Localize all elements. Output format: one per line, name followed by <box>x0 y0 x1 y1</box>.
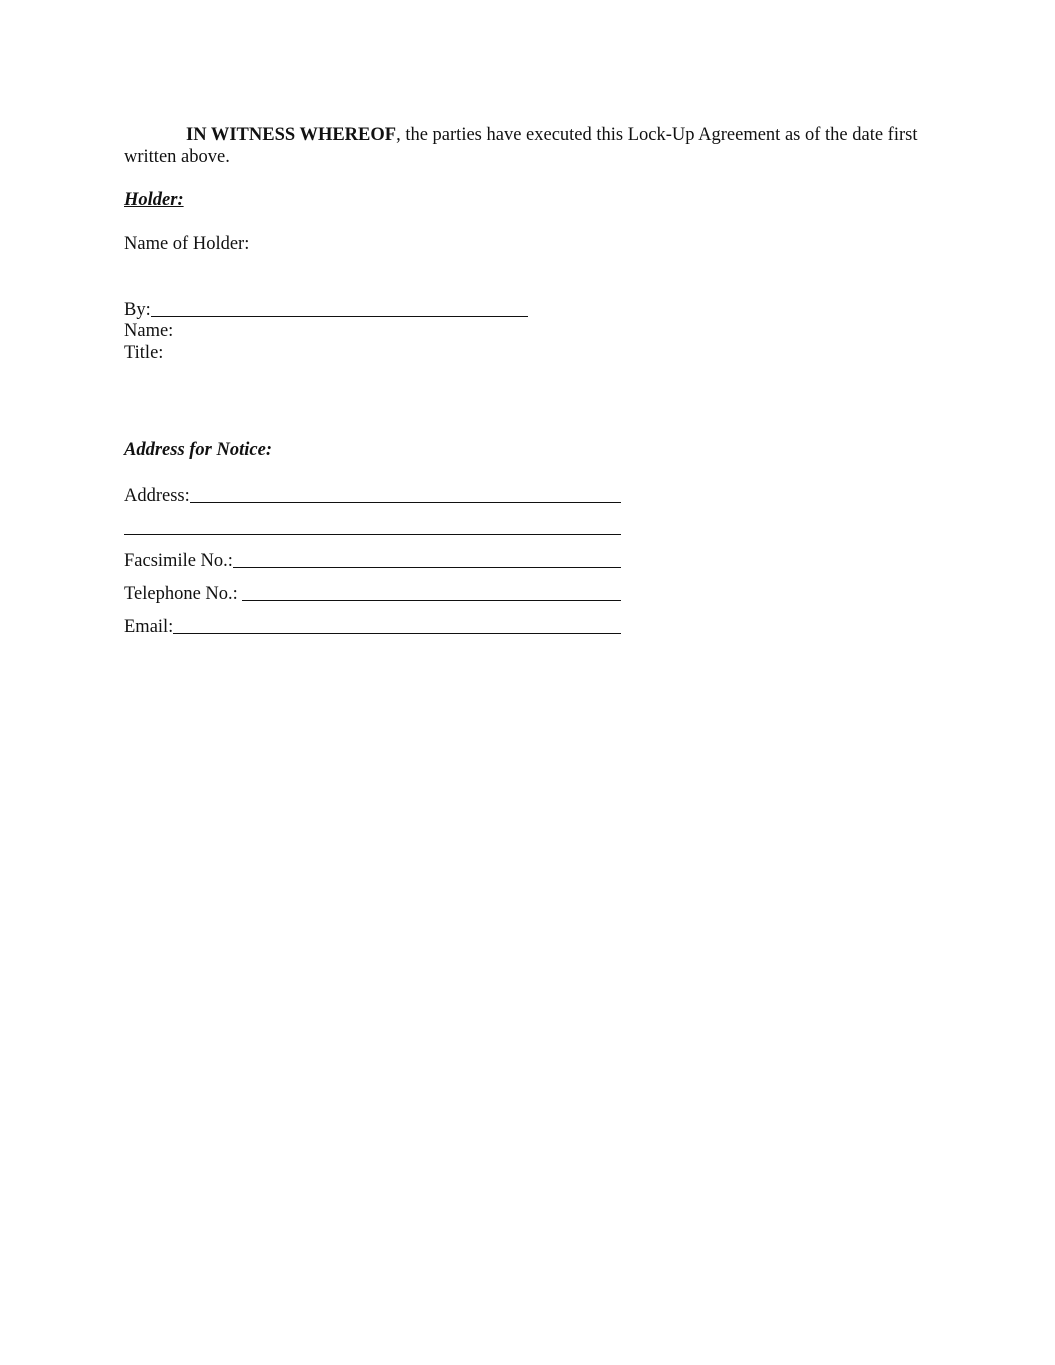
address-label: Address: <box>124 486 190 506</box>
witness-bold-lead: IN WITNESS WHEREOF <box>186 125 397 145</box>
signature-line[interactable] <box>151 298 528 317</box>
signature-by-field[interactable] <box>124 297 528 321</box>
holder-heading: Holder: <box>124 190 184 210</box>
witness-text: , the parties have executed this Lock-Up Agreement as of the date first written above. <box>124 125 918 167</box>
telephone-field[interactable] <box>124 581 621 605</box>
by-label: By: <box>124 300 151 320</box>
title-label: Title: <box>124 343 164 363</box>
telephone-line[interactable] <box>242 582 621 601</box>
telephone-label: Telephone No.: <box>124 584 243 604</box>
address-field-continued[interactable] <box>124 515 621 539</box>
facsimile-label: Facsimile No.: <box>124 551 233 571</box>
facsimile-line[interactable] <box>233 549 621 568</box>
address-line-2[interactable] <box>124 516 621 535</box>
address-line-1[interactable] <box>190 484 621 503</box>
email-line[interactable] <box>173 615 621 634</box>
name-label: Name: <box>124 321 174 341</box>
email-field[interactable] <box>124 614 621 638</box>
address-for-notice-heading: Address for Notice: <box>124 440 272 460</box>
name-of-holder-label: Name of Holder: <box>124 234 250 254</box>
facsimile-field[interactable] <box>124 548 621 572</box>
address-field[interactable] <box>124 483 621 507</box>
witness-paragraph <box>124 124 924 168</box>
email-label: Email: <box>124 617 174 637</box>
